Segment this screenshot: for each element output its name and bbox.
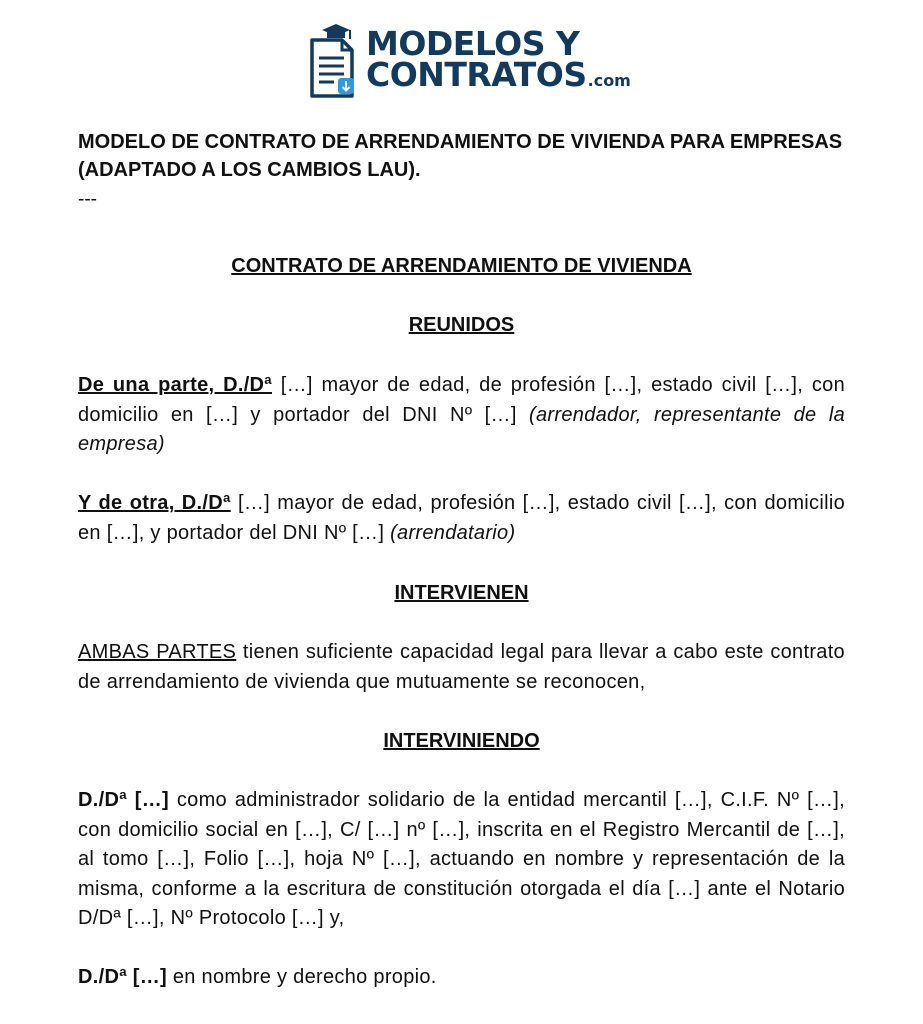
logo-line-2 — [366, 55, 631, 96]
derecho-propio-text: en nombre y derecho propio. — [166, 966, 437, 988]
site-logo[interactable] — [306, 22, 631, 98]
section-heading-interviniendo — [78, 728, 845, 754]
paragraph-administrador — [78, 786, 845, 934]
parte2-role: (arrendatario) — [390, 521, 516, 544]
intervienen-text: tienen suficiente capacidad legal para llevar a cabo este contrato de arrendamiento de vivienda que mutuamente se reconocen, — [78, 641, 845, 693]
document-title: MODELO DE CONTRATO DE ARRENDAMIENTO DE VIVIENDA PARA EMPRESAS (ADAPTADO A LOS CAMBIOS LAU). — [78, 131, 843, 181]
paragraph-parte1 — [78, 371, 845, 460]
main-heading — [78, 253, 845, 279]
main-heading-text: CONTRATO DE ARRENDAMIENTO DE VIVIENDA — [231, 255, 692, 277]
parte1-role: (arrendador, representante de la empresa) — [78, 403, 845, 455]
logo-wordmark — [366, 24, 631, 96]
administrador-text: como administrador solidario de la entidad mercantil […], C.I.F. Nº […], con domicilio social en […], C/ […] nº […], inscrita en el Registro Mercantil de […], al tomo […], Folio […], hoja Nº […], actuando en nombre y representación de la misma, conforme a la escritura de constitución otorgada el día […] ante el Notario D/Dª […], Nº Protocolo […] y, — [78, 789, 845, 929]
document-download-icon — [306, 22, 358, 98]
interviniendo-heading-text: INTERVINIENDO — [383, 730, 540, 752]
logo-line-1: MODELOS Y — [366, 24, 580, 63]
section-heading-intervienen — [78, 580, 845, 606]
separator: --- — [78, 189, 97, 210]
parte2-lead: Y de otra, D./Dª — [78, 492, 231, 514]
reunidos-heading-text: REUNIDOS — [408, 314, 515, 336]
paragraph-derecho-propio — [78, 963, 845, 993]
logo-suffix: .com — [587, 71, 631, 90]
ambas-partes-lead: AMBAS PARTES — [78, 641, 237, 663]
derecho-propio-lead: D./Dª […] — [78, 966, 167, 988]
logo-line-2-text: CONTRATOS — [366, 55, 587, 94]
section-heading-reunidos — [78, 312, 845, 338]
administrador-lead: D./Dª […] — [78, 789, 169, 811]
parte1-text: […] mayor de edad, de profesión […], estado civil […], con domicilio en […] y portador del DNI Nº […] — [78, 374, 845, 426]
paragraph-intervienen — [78, 638, 845, 697]
parte1-lead: De una parte, D./Dª — [78, 374, 273, 396]
intervienen-heading-text: INTERVIENEN — [394, 582, 529, 604]
parte2-text: […] mayor de edad, profesión […], estado civil […], con domicilio en […], y portador del DNI Nº […] — [78, 492, 845, 544]
paragraph-parte2 — [78, 489, 845, 548]
